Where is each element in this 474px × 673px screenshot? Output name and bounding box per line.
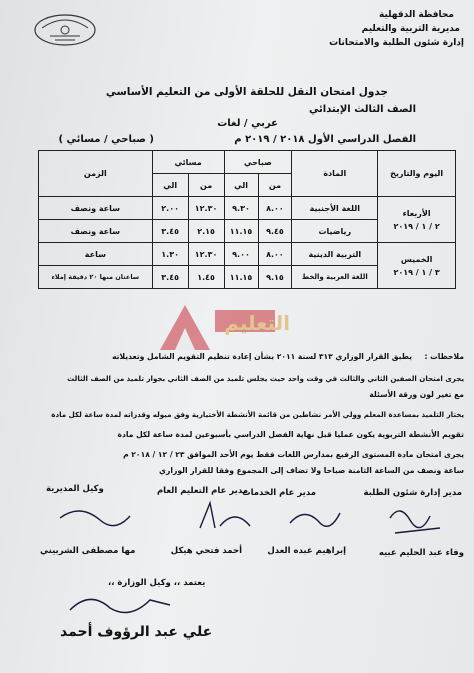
note-7: ساعة ونصف من الساعة الثامنة صباحا ولا تضاف إلى المجموع وفقا للقرار الوزاري (159, 466, 464, 475)
day-date: ٢ / ١ / ٢٠١٩ (393, 221, 440, 231)
day-cell (378, 197, 456, 243)
page-title: جدول امتحان النقل للحلقة الأولى من التعليم الأساسي (105, 86, 388, 98)
header-evening: مسائي (152, 151, 224, 174)
header-morning: صباحي (224, 151, 292, 174)
sig-title-students-affairs: مدير إدارة شئون الطلبة (363, 488, 462, 498)
table-row (39, 197, 456, 220)
morning-to-cell: ٩.٣٠ (224, 197, 258, 220)
day-cell (378, 243, 456, 289)
notes-label: ملاحظات : (424, 352, 464, 361)
minister-name: علي عبد الرؤوف أحمد (60, 624, 213, 640)
header-day-date: اليوم والتاريخ (378, 151, 456, 197)
note-3: مع تغير لون ورقة الأسئلة (369, 390, 464, 399)
evening-to-cell: ٣.٤٥ (152, 266, 188, 289)
note-4: يختار التلميذ بمساعدة المعلم وولي الأمر نشاطين من قائمة الأنشطة الأختيارية وفق ميوله وقدراته لمدة ساعة لكل مادة (51, 410, 464, 419)
sig-name-1: وفاء عبد الحليم عبيه (378, 548, 464, 558)
evening-to-cell: ٢.٠٠ (152, 197, 188, 220)
handwritten-signatures-icon (20, 498, 460, 546)
sig-title-services: مدير عام الخدمات (242, 488, 316, 498)
note-6: يجرى امتحان مادة المستوى الرفيع بمدارس اللغات فقط يوم الأحد الموافق ٢٣ / ١٢ / ٢٠١٨ م (123, 450, 464, 459)
evening-to-cell: ٣.٤٥ (152, 220, 188, 243)
header-morning-from: من (258, 174, 292, 197)
admin-label: إدارة شئون الطلبة والامتحانات (329, 38, 464, 48)
sig-name-2: إبراهيم عبده العدل (267, 546, 346, 556)
subject-cell: اللغة الأجنبية (292, 197, 378, 220)
header-morning-to: الي (224, 174, 258, 197)
day-date: ٣ / ١ / ٢٠١٩ (393, 267, 440, 277)
sig-name-3: أحمد فتحي هيكل (170, 546, 242, 556)
approval-label: يعتمد ،، وكيل الوزارة ،، (108, 578, 206, 588)
watermark-logo-icon (130, 290, 380, 360)
day-name: الأربعاء (402, 208, 431, 218)
sig-title-deputy: وكيل المديرية (46, 484, 104, 494)
day-name: الخميس (400, 254, 433, 264)
directorate-seal-icon (30, 10, 100, 50)
note-5: تقويم الأنشطة التربوية يكون عمليا قبل نهاية الفصل الدراسي بأسبوعين لمدة ساعة لكل مادة (117, 430, 464, 439)
watermark-text: التعليم (224, 311, 290, 335)
minister-signature-icon (60, 590, 180, 620)
morning-to-cell: ١١.١٥ (224, 220, 258, 243)
evening-from-cell: ٢.١٥ (188, 220, 224, 243)
sig-name-4: مها مصطفى الشربيني (40, 546, 136, 556)
header-evening-from: من (188, 174, 224, 197)
note-1: يطبق القرار الوزاري ٣١٣ لسنة ٢٠١١ بشأن إعادة تنظيم التقويم الشامل وتعديلاته (112, 352, 412, 361)
track-label: عربي / لغات (217, 118, 278, 129)
duration-cell: ساعة (39, 243, 153, 266)
term-label: الفصل الدراسي الأول ٢٠١٨ / ٢٠١٩ م (234, 134, 416, 145)
morning-to-cell: ٩.٠٠ (224, 243, 258, 266)
subject-cell: رياضيات (292, 220, 378, 243)
subject-cell: التربية الدينية (292, 243, 378, 266)
header-subject: المادة (292, 151, 378, 197)
exam-schedule-table (38, 150, 456, 289)
morning-from-cell: ٩.١٥ (258, 266, 292, 289)
morning-from-cell: ٨.٠٠ (258, 243, 292, 266)
duration-cell: ساعة ونصف (39, 197, 153, 220)
governorate-label: محافظة الدقهلية (379, 10, 454, 20)
evening-to-cell: ١.٣٠ (152, 243, 188, 266)
morning-from-cell: ٩.٤٥ (258, 220, 292, 243)
morning-to-cell: ١١.١٥ (224, 266, 258, 289)
grade-label: الصف الثالث الإبتدائي (308, 104, 416, 115)
header-duration: الزمن (39, 151, 153, 197)
duration-cell: ساعتان منها ٢٠ دقيقة إملاء (39, 266, 153, 289)
shift-label: ( صباحي / مسائي ) (58, 134, 154, 145)
sig-title-general-education: مدير عام التعليم العام (156, 486, 248, 496)
note-2: يجرى امتحان الصفين الثاني والثالث في وقت واحد حيث يجلس تلميذ من الصف الثاني بجوار تلميذ من الصف الثالث (67, 374, 464, 383)
directorate-label: مديرية التربية والتعليم (361, 24, 460, 34)
evening-from-cell: ١٢.٣٠ (188, 197, 224, 220)
evening-from-cell: ١٢.٣٠ (188, 243, 224, 266)
duration-cell: ساعة ونصف (39, 220, 153, 243)
subject-cell: اللغة العربية والخط (292, 266, 378, 289)
header-evening-to: الي (152, 174, 188, 197)
evening-from-cell: ١.٤٥ (188, 266, 224, 289)
morning-from-cell: ٨.٠٠ (258, 197, 292, 220)
table-row (39, 243, 456, 266)
